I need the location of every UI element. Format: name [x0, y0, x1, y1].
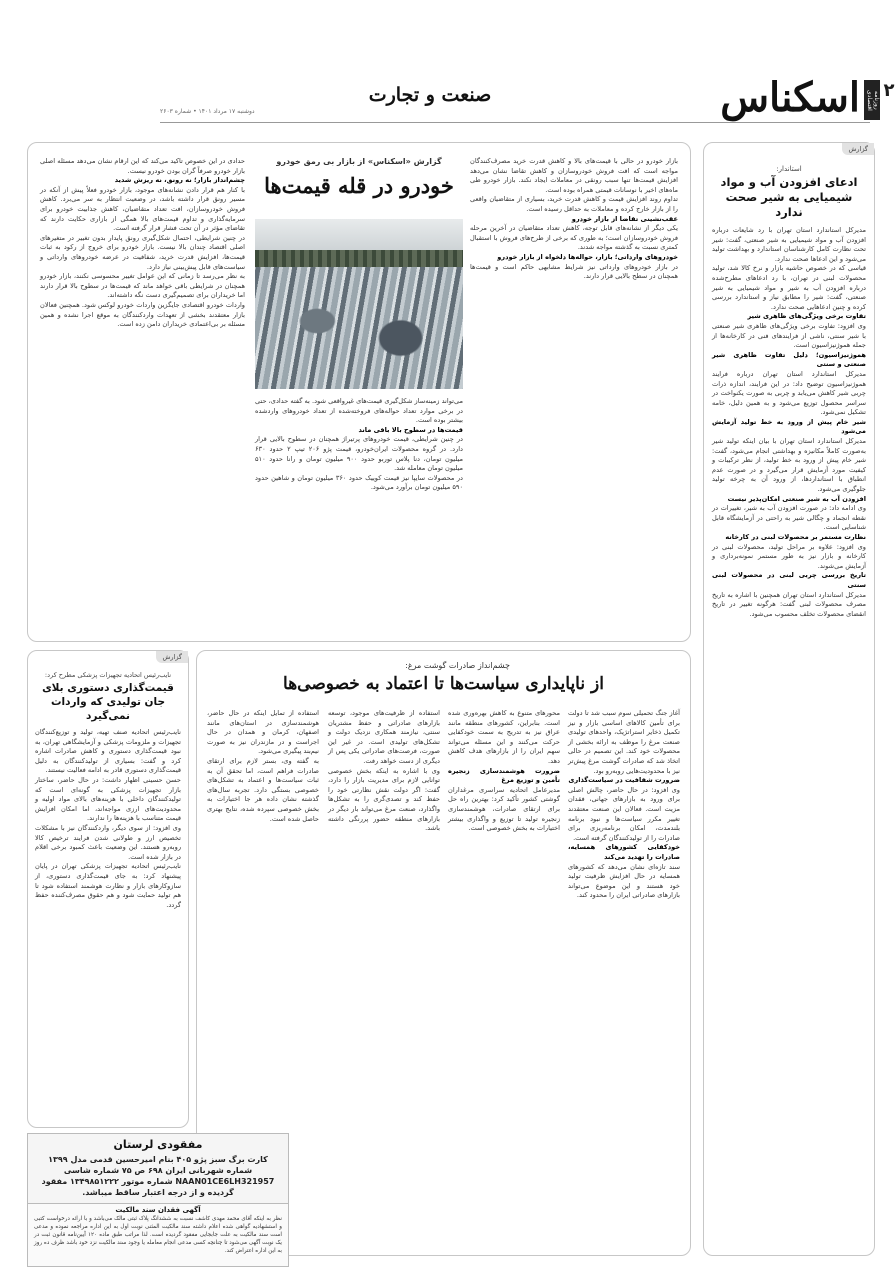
- medical-equipment-report: [27, 650, 189, 1128]
- poultry-paragraph: استفاده از تمایل اینکه در حال حاضر، هوشمندسازی در استان‌های مانند اصفهان، کرمان و همدان در حال اجراست و در مازندران نیز به صورت نیم‌بند پیگیری می‌شود.: [207, 709, 319, 756]
- car-paragraph: واردات خودرو اقتصادی جایگزین واردات خودرو لوکس شود. همچنین فعالان بازار معتقدند بخشی از تعهدات واردکنندگان به موقع اجرا نشده و همین مسئله بر بی‌اعتمادی خریداران دامن زده است.: [40, 300, 245, 329]
- ad-body: کارت برگ سبز پژو ۴۰۵ بنام امیرحسین قدمی مدل ۱۳۹۹ شماره شهربانی ایران ۶۹۸ ص ۷۵ شماره شاسی NAAN01CE6LH321957 شماره موتور ۱۳۴۹۸۵۱۲۲۲ مفقود گردیده و از درجه اعتبار ساقط میباشد.: [41, 1155, 275, 1197]
- right-subhead: هموژنیزاسیون؛ دلیل تفاوت ظاهری شیر صنعتی و سنتی: [712, 350, 866, 369]
- car-paragraph: بازار خودرو در حالی با قیمت‌های بالا و کاهش قدرت خرید مصرف‌کنندگان مواجه است که افت فروش خودروسازان و کاهش تقاضا نشان می‌دهد افزایش قیمت‌ها تنها سبب رونقی در معاملات ایجاد نکند. بازار خودرو طی ماه‌های اخیر با نوسانات قیمتی همراه بوده است.: [470, 157, 678, 194]
- right-subhead: افزودن آب به شیر صنعتی امکان‌پذیر نیست: [727, 494, 866, 503]
- deed-notice: [27, 1203, 289, 1267]
- poultry-kicker: چشم‌انداز صادرات گوشت مرغ:: [405, 661, 510, 670]
- newspaper-logo: اسکناس: [720, 74, 860, 121]
- right-subhead: نظارت مستمر بر محصولات لبنی در کارخانه: [725, 533, 866, 541]
- car-paragraph: تداوم روند افزایش قیمت و کاهش قدرت خرید، بسیاری از متقاضیان واقعی را از بازار خارج کرده و معاملات به حداقل رسیده است.: [470, 195, 678, 213]
- dateline: دوشنبه ۱۷ مرداد ۱۴۰۱ • شماره ۲۶۰۳: [160, 108, 255, 115]
- right-kicker: استاندار:: [776, 165, 802, 173]
- right-paragraph: قیاسی که در خصوص حاشیه بازار و نرخ کالا شد، تولید محصولات لبنی در تهران، با رد ادعاهای مطرح‌شده درباره افزودن آب به شیر و مواد شیمیایی به شیر صنعتی، گفت: شیر را مطابق نیاز و استاندارد بررسی کرده و چنین ادعاهایی صحت ندارد.: [712, 264, 866, 311]
- car-paragraph: در بازار خودروهای وارداتی نیز شرایط مشابهی حاکم است و قیمت‌ها همچنان در سطح بالایی قرار دارند.: [470, 262, 678, 281]
- car-paragraph: می‌تواند زمینه‌ساز شکل‌گیری قیمت‌های غیرواقعی شود. به گفته حدادی، حتی در برخی موارد تعداد حواله‌های فروخته‌شده از تعداد خودروهای واردشده بیشتر بوده است.: [255, 397, 463, 425]
- notice-body: نظر به اینکه آقای محمد مهدی کاشف نسبت به ششدانگ پلاک ثبتی مالک می‌باشد و با ارائه درخواست کتبی و استشهادیه گواهی شده اعلام داشته سند مالکیت المثنی نوبت اول به این اداره مراجعه نموده و مدعی است سند مالکیت به علت جابجایی مفقود گردیده است. لذا مراتب طبق ماده ۱۲۰ آیین‌نامه قانون ثبت در یک نوبت آگهی می‌شود تا چنانچه کسی مدعی انجام معامله یا وجود سند مالکیت نزد خود باشد ظرف ده روز به این اداره اعتراض کند.: [34, 1216, 282, 1254]
- right-subhead: تفاوت برخی ویژگی‌های ظاهری شیر: [747, 312, 866, 321]
- poultry-paragraph: به گفته وی، بستر لازم برای ارتقای صادرات فراهم است، اما تحقق آن به ثبات سیاست‌ها و اعتماد به تشکل‌های خصوصی بستگی دارد. تجربه سال‌های گذشته نشان داده هر جا اختیارات به بخش خصوصی سپرده شده، نتایج بهتری حاصل شده است.: [207, 756, 319, 823]
- notice-title: آگهی فقدان سند مالکیت: [115, 1206, 201, 1214]
- logo-subtitle: روزنامه اقتصادی: [864, 80, 880, 120]
- car-paragraph: در محصولات سایپا نیز قیمت کوییک حدود ۳۶۰ میلیون تومان و شاهین حدود ۵۹۰ میلیون تومان برآورد می‌شود.: [255, 473, 463, 492]
- right-paragraph: مدیرکل استاندارد استان تهران درباره فرایند هموژنیزاسیون توضیح داد: در این فرایند، اندازه ذرات چربی شیر کاهش می‌یابد و چربی به صورت یکنواخت در سراسر محصول توزیع می‌شود و به همین دلیل، خامه تشکیل نمی‌شود.: [712, 369, 866, 417]
- poultry-paragraph: وی افزود: در حال حاضر، چالش اصلی برای ورود به بازارهای جهانی، فقدان مزیت است. فعالان این صنعت معتقدند تغییر مکرر سیاست‌ها و نبود برنامه بلندمدت، امکان برنامه‌ریزی برای صادرات را از تولیدکنندگان گرفته است.: [568, 785, 680, 842]
- medical-paragraph: نایب‌رئیس اتحادیه صنف تهیه، تولید و توزیع‌کنندگان تجهیزات و ملزومات پزشکی و آزمایشگاهی تهران، به نبود قیمت‌گذاری دستوری و کاهش صادرات اشاره کرد و گفت: بسیاری از تولیدکنندگان به دلیل قیمت‌گذاری دستوری قادر به ادامه فعالیت نیستند.: [35, 728, 181, 775]
- car-kicker: گزارش «اسکناس» از بازار بی رمق خودرو: [276, 157, 442, 166]
- right-paragraph: وی افزود: علاوه بر مراحل تولید، محصولات لبنی در کارخانه و بازار نیز به طور مستمر نمونه‌برداری و آزمایش می‌شوند.: [712, 542, 866, 570]
- car-subhead: قیمت‌ها در سطوح بالا باقی ماند: [358, 425, 463, 434]
- report-tag: گزارش: [842, 143, 874, 155]
- right-headline: ادعای افزودن آب و مواد شیمیایی به شیر صحت ندارد: [720, 175, 858, 219]
- poultry-subhead: ضرورت شفافیت در سیاست‌گذاری: [568, 776, 680, 785]
- car-paragraph: یکی دیگر از نشانه‌های قابل توجه، کاهش تعداد متقاضیان در آخرین مرحله فروش خودروسازان است؛ به طوری که برخی از طرح‌های فروش با استقبال کمتری نسبت به گذشته مواجه شدند.: [470, 224, 678, 252]
- poultry-paragraph: محورهای متنوع به کاهش بهره‌وری شده است. بنابراین، کشورهای منطقه مانند عراق نیز به تدریج به سمت خودکفایی حرکت می‌کنند و این مسئله می‌تواند سهم ایران را از بازارهای هدف کاهش دهد.: [448, 709, 560, 765]
- poultry-paragraph: آغاز جنگ تحمیلی سوم سبب شد تا دولت برای تأمین کالاهای اساسی بازار و نیز تکمیل ذخایر استراتژیک، واحدهای تولیدی صنعت مرغ را موظف به ارائه بخشی از محصولات خود کند. این تصمیم در حالی اتخاذ شد که صادرات گوشت مرغ پیش‌تر نیز با محدودیت‌هایی روبه‌رو بود.: [568, 709, 680, 775]
- car-subhead: چشم‌انداز بازار؛ نه رونق، نه ریزش شدید: [114, 176, 245, 185]
- medical-paragraph: نایب‌رئیس اتحادیه تجهیزات پزشکی تهران در پایان پیشنهاد کرد: به جای قیمت‌گذاری دستوری، از سازوکارهای بازار و نظارت هوشمند استفاده شود تا هم تولید حمایت شود و هم حقوق مصرف‌کننده حفظ گردد.: [35, 862, 181, 909]
- header-rule: [160, 122, 870, 123]
- car-paragraph: در چنین شرایطی، احتمال شکل‌گیری رونق پایدار بدون تغییر در متغیرهای اصلی اقتصاد چندان بالا نیست. بازار خودرو برای خروج از رکود به ثبات قیمت‌ها، افزایش قدرت خرید، شفافیت در عرضه خودروهای وارداتی و سیاست‌های قابل پیش‌بینی نیاز دارد.: [40, 233, 245, 271]
- right-paragraph: وی ادامه داد: در صورت افزودن آب به شیر، تغییرات در نقطه انجماد و چگالی شیر به راحتی در آزمایشگاه قابل شناسایی است.: [712, 504, 866, 532]
- medical-headline: قیمت‌گذاری دستوری بلای جان تولیدی که واردات نمی‌گیرد: [42, 682, 174, 722]
- right-subhead: شیر خام پیش از ورود به خط تولید آزمایش می‌شود: [712, 417, 866, 436]
- right-paragraph: مدیرکل استاندارد استان تهران با رد شایعات درباره افزودن آب و مواد شیمیایی به شیر صنعتی، گفت: شیر تحت نظارت کامل کارشناسان استاندارد و بهداشت تولید می‌شود و این ادعاها صحت ندارد.: [712, 226, 866, 263]
- car-headline: خودرو در قله قیمت‌ها: [264, 173, 454, 198]
- car-subhead: عقب‌نشینی تقاضا از بازار خودرو: [571, 214, 678, 223]
- car-subhead: خودروهای وارداتی؛ بازار، حواله‌ها دلخواه از بازار خودرو: [497, 252, 678, 261]
- poultry-subhead: خودکفایی کشورهای همسایه، صادرات را تهدید می‌کند: [568, 843, 680, 861]
- poultry-subhead: ضرورت هوشمندسازی زنجیره تأمین و توزیع مرغ: [448, 766, 560, 785]
- report-tag: گزارش: [156, 651, 188, 663]
- car-paragraph: حدادی در این خصوص تاکید می‌کند که این ارقام نشان می‌دهد مسئله اصلی بازار خودرو صرفاً گران بودن خودرو نیست.: [40, 157, 245, 175]
- poultry-headline-block: [207, 661, 680, 696]
- poultry-headline: از ناپایداری سیاست‌ها تا اعتماد به خصوصی‌ها: [283, 674, 604, 694]
- poultry-paragraph: سند تازه‌ای نشان می‌دهد که کشورهای همسایه در حال افزایش ظرفیت تولید خود هستند و این موضوع می‌تواند بازارهای صادراتی ایران را محدود کند.: [568, 862, 680, 900]
- car-paragraph: با کنار هم قرار دادن نشانه‌های موجود، بازار خودرو فعلاً پیش از آنکه در مسیر رونق قرار داشته باشد، در وضعیت انتظار به سر می‌برد. کاهش فروش خودروسازان، افت تعداد متقاضیان، کاهش جذابیت خودرو برای سرمایه‌گذاری و تداوم قیمت‌های بالا همگی از بازاری حکایت دارند که تقاضای مؤثر در آن تحت فشار قرار گرفته است.: [40, 185, 245, 233]
- right-paragraph: مدیرکل استاندارد استان تهران همچنین با اشاره به تاریخ مصرف محصولات لبنی گفت: هرگونه تغییر در تاریخ انقضای محصولات تخلف محسوب می‌شود.: [712, 590, 866, 618]
- masthead: [0, 0, 896, 122]
- ad-title: مفقودی لرستان: [113, 1138, 203, 1151]
- page-number: ۲: [883, 80, 895, 101]
- right-report-box: [703, 142, 875, 1256]
- section-title: صنعت و تجارت: [368, 84, 492, 106]
- right-paragraph: مدیرکل استاندارد استان تهران با بیان اینکه تولید شیر به‌صورت کاملاً مکانیزه و بهداشتی انجام می‌شود، گفت: شیر خام پیش از ورود به خط تولید، از نظر ترکیبات و کیفیت مورد آزمایش قرار می‌گیرد و در صورت عدم انطباق با استانداردها، از ورود آن به چرخه تولید جلوگیری می‌شود.: [712, 437, 866, 494]
- medical-kicker: نایب‌رئیس اتحادیه تجهیزات پزشکی مطرح کرد:: [44, 671, 172, 679]
- car-article: [27, 142, 691, 642]
- medical-paragraph: حسن حسینی اظهار داشت: در حال حاضر، ساختار بازار تجهیزات پزشکی به گونه‌ای است که تولیدکنندگان داخلی با هزینه‌های بالای مواد اولیه و محدودیت‌های ارزی مواجه‌اند، اما امکان افزایش قیمت متناسب با هزینه‌ها را ندارند.: [35, 775, 181, 823]
- car-lot-photo: [255, 219, 463, 389]
- car-headline-block: [253, 157, 465, 200]
- lost-document-ad: [27, 1133, 289, 1205]
- right-subhead: تاریخ بررسی چربی لبنی در محصولات لبنی سنتی: [712, 571, 866, 589]
- car-paragraph: به نظر می‌رسد تا زمانی که این عوامل تغییر محسوسی نکنند، بازار خودرو همچنان در شرایطی باقی خواهد ماند که قیمت‌ها در سطوح بالا قرار دارند اما خریداران برای تصمیم‌گیری دست نگه داشته‌اند.: [40, 272, 245, 300]
- medical-paragraph: وی افزود: از سوی دیگر، واردکنندگان نیز با مشکلات تخصیص ارز و طولانی شدن فرایند ترخیص کالا روبه‌رو هستند. این وضعیت باعث کمبود برخی اقلام در بازار شده است.: [35, 823, 181, 861]
- car-paragraph: در چنین شرایطی، قیمت خودروهای پرتیراژ همچنان در سطوح بالایی قرار دارد. در گروه محصولات ایران‌خودرو، قیمت پژو ۲۰۶ تیپ ۲ حدود ۶۳۰ میلیون تومان، دنا پلاس توربو حدود ۹۰۰ میلیون تومان و رانا حدود ۵۱۰ میلیون تومان معامله شد.: [255, 435, 463, 473]
- right-paragraph: وی افزود: تفاوت برخی ویژگی‌های ظاهری شیر صنعتی با شیر سنتی، ناشی از فرایندهای فنی در کارخانه‌ها از جمله هموژنیزاسیون است.: [712, 321, 866, 350]
- poultry-paragraph: مدیرعامل اتحادیه سراسری مرغداران گوشتی کشور تأکید کرد: بهترین راه حل برای ارتقای صادرات، هوشمندسازی زنجیره تولید تا توزیع و واگذاری بیشتر اختیارات به بخش خصوصی است.: [448, 785, 560, 833]
- poultry-paragraph: وی با اشاره به اینکه بخش خصوصی توانایی لازم برای مدیریت بازار را دارد، گفت: اگر دولت نقش نظارتی خود را حفظ کند و تصدی‌گری را به تشکل‌ها واگذارد، صنعت مرغ می‌تواند بار دیگر در بازارهای منطقه حضور پررنگی داشته باشد.: [328, 766, 440, 833]
- poultry-paragraph: استفاده از ظرفیت‌های موجود، توسعه بازارهای صادراتی و حفظ مشتریان سنتی، نیازمند همکاری نزدیک دولت و تشکل‌های تولیدی است. در غیر این صورت، فرصت‌های صادراتی یکی پس از دیگری از دست خواهد رفت.: [328, 709, 440, 765]
